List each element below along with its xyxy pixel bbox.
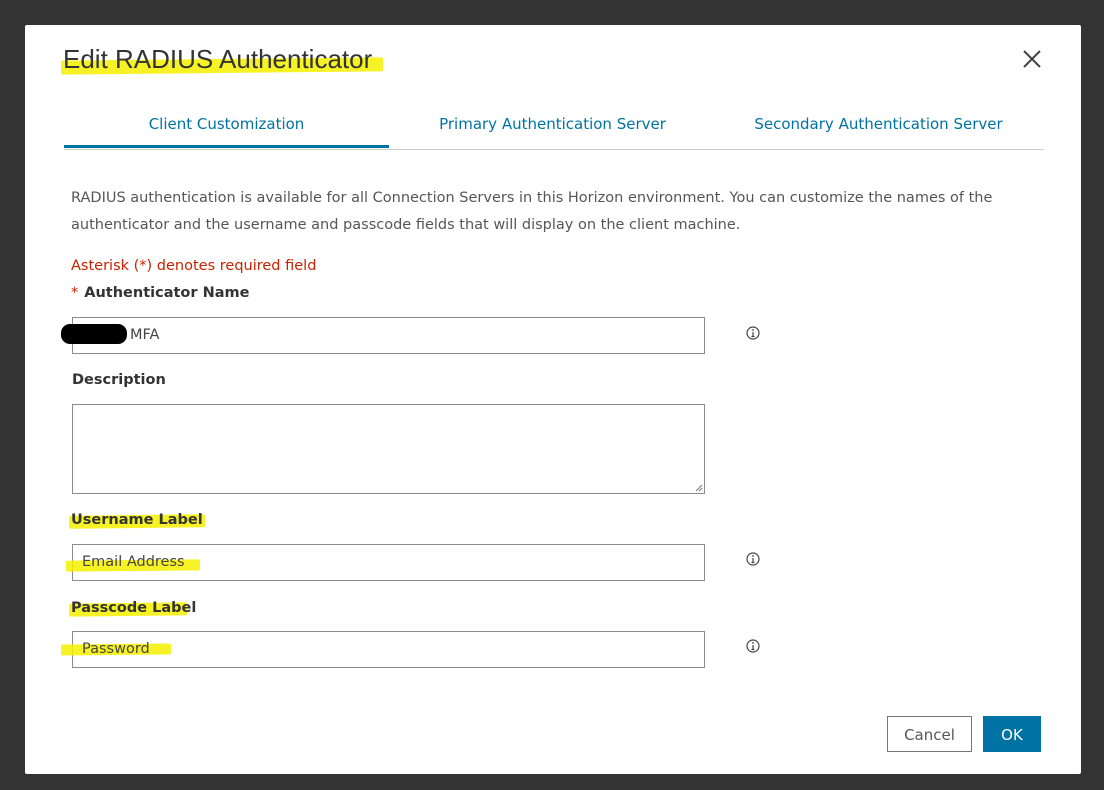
description-textarea[interactable] bbox=[72, 404, 705, 494]
required-marker: * bbox=[71, 285, 79, 301]
edit-radius-dialog bbox=[25, 25, 1081, 774]
passcode-label-label: Passcode Label bbox=[71, 600, 196, 616]
redaction-mark bbox=[61, 324, 127, 344]
passcode-label-value: Password bbox=[82, 641, 150, 657]
info-icon[interactable] bbox=[746, 639, 760, 653]
authenticator-name-value: MFA bbox=[130, 327, 160, 343]
close-button[interactable] bbox=[1020, 47, 1044, 71]
tab-primary-authentication-server[interactable]: Primary Authentication Server bbox=[439, 115, 666, 133]
resize-grip-icon[interactable] bbox=[695, 484, 703, 492]
authenticator-name-input[interactable] bbox=[72, 317, 705, 354]
tab-bar bbox=[64, 105, 1044, 150]
info-icon[interactable] bbox=[746, 552, 760, 566]
info-icon[interactable] bbox=[746, 326, 760, 340]
cancel-button[interactable]: Cancel bbox=[887, 716, 972, 752]
username-label-input[interactable] bbox=[72, 544, 705, 581]
intro-text: RADIUS authentication is available for all Connection Servers in this Horizon environment. You can customize the names of the authenticator and the username and passcode fields that will display on the client machine. bbox=[71, 190, 993, 233]
close-icon bbox=[1020, 47, 1044, 71]
description-label: Description bbox=[72, 372, 166, 388]
tab-client-customization[interactable]: Client Customization bbox=[64, 105, 389, 148]
tab-secondary-authentication-server[interactable]: Secondary Authentication Server bbox=[754, 115, 1003, 133]
username-label-value: Email Address bbox=[82, 554, 185, 570]
required-field-note: Asterisk (*) denotes required field bbox=[71, 258, 317, 274]
dialog-title-wrap bbox=[63, 45, 372, 73]
username-label-label: Username Label bbox=[71, 512, 203, 528]
dialog-title: Edit RADIUS Authenticator bbox=[63, 44, 373, 74]
passcode-label-input[interactable] bbox=[72, 631, 705, 668]
authenticator-name-label: * Authenticator Name bbox=[71, 285, 250, 301]
ok-button[interactable]: OK bbox=[983, 716, 1041, 752]
